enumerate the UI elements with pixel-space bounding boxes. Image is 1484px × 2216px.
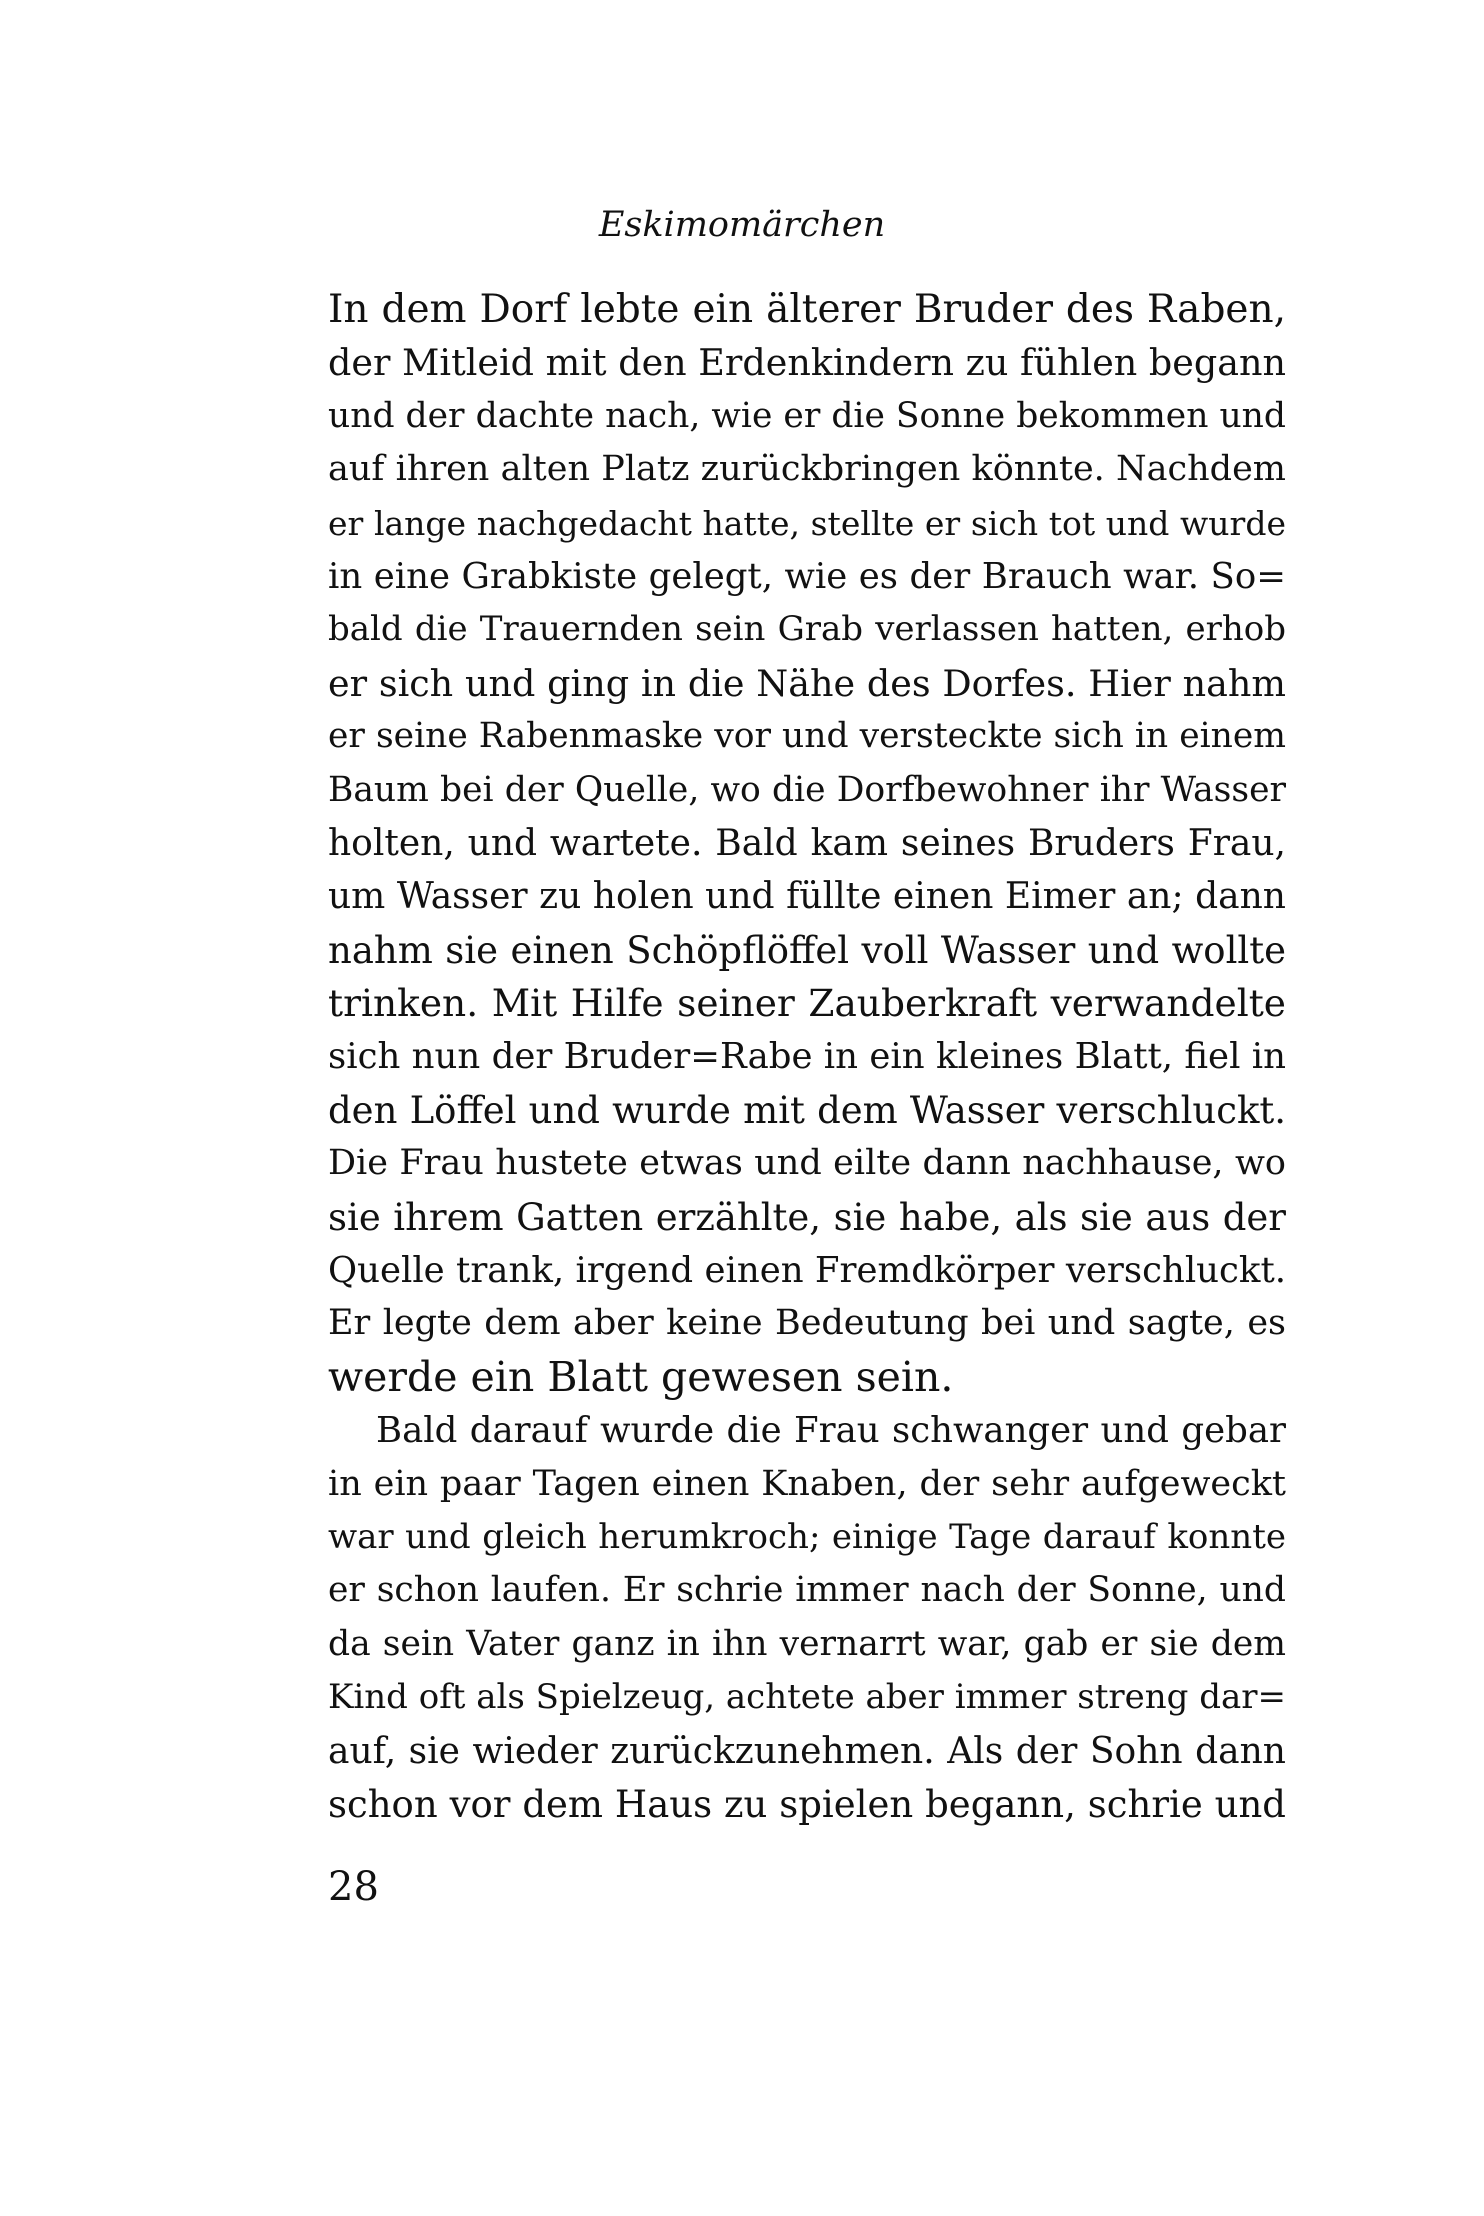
text-line: Quelle trank, irgend einen Fremdkörper verschluckt.	[328, 1250, 1286, 1292]
text-line: auf ihren alten Platz zurückbringen könnte. Nachdem	[328, 449, 1286, 490]
text-line: Baum bei der Quelle, wo die Dorfbewohner ihr Wasser	[328, 769, 1286, 810]
text-line: auf, sie wieder zurückzunehmen. Als der Sohn dann	[328, 1730, 1286, 1772]
text-line: schon vor dem Haus zu spielen begann, schrie und	[328, 1782, 1286, 1826]
text-line: sie ihrem Gatten erzählte, sie habe, als sie aus der	[328, 1195, 1286, 1239]
text-line: er seine Rabenmaske vor und versteckte sich in einem	[328, 716, 1286, 757]
text-line: der Mitleid mit den Erdenkindern zu fühlen begann	[328, 341, 1286, 385]
paragraph-1	[328, 283, 1286, 1404]
page-number: 28	[328, 1864, 379, 1910]
text-line: sich nun der Bruder=Rabe in ein kleines Blatt, fiel in	[328, 1036, 1286, 1078]
text-line: in ein paar Tagen einen Knaben, der sehr aufgeweckt	[328, 1463, 1286, 1504]
text-line: da sein Vater ganz in ihn vernarrt war, gab er sie dem	[328, 1623, 1286, 1664]
text-line: Kind oft als Spielzeug, achtete aber immer streng dar=	[328, 1677, 1286, 1718]
text-line: und der dachte nach, wie er die Sonne bekommen und	[328, 395, 1286, 436]
text-line: werde ein Blatt gewesen sein.	[328, 1352, 954, 1401]
text-line: in eine Grabkiste gelegt, wie es der Brauch war. So=	[328, 555, 1286, 597]
text-line: er schon laufen. Er schrie immer nach der Sonne, und	[328, 1570, 1286, 1611]
text-line: um Wasser zu holen und füllte einen Eimer an; dann	[328, 876, 1286, 918]
text-line: holten, und wartete. Bald kam seines Bruders Frau,	[328, 822, 1286, 864]
text-line: er lange nachgedacht hatte, stellte er sich tot und wurde	[328, 503, 1286, 543]
text-line: Die Frau hustete etwas und eilte dann nachhause, wo	[328, 1143, 1286, 1184]
running-head: Eskimomärchen	[598, 205, 886, 245]
text-line: nahm sie einen Schöpflöffel voll Wasser und wollte	[328, 928, 1286, 972]
text-line: In dem Dorf lebte ein älterer Bruder des Raben,	[328, 287, 1286, 332]
text-line: trinken. Mit Hilfe seiner Zauberkraft verwandelte	[328, 981, 1286, 1026]
text-line: er sich und ging in die Nähe des Dorfes. Hier nahm	[328, 661, 1286, 705]
text-line: den Löffel und wurde mit dem Wasser verschluckt.	[328, 1088, 1286, 1132]
text-line: Er legte dem aber keine Bedeutung bei und sagte, es	[328, 1303, 1286, 1344]
text-line: bald die Trauernden sein Grab verlassen hatten, erhob	[328, 609, 1286, 650]
text-line: Bald darauf wurde die Frau schwanger und gebar	[376, 1410, 1286, 1452]
text-line: war und gleich herumkroch; einige Tage darauf konnte	[328, 1516, 1286, 1557]
paragraph-2	[328, 1404, 1286, 1831]
body-text	[328, 283, 1286, 1831]
